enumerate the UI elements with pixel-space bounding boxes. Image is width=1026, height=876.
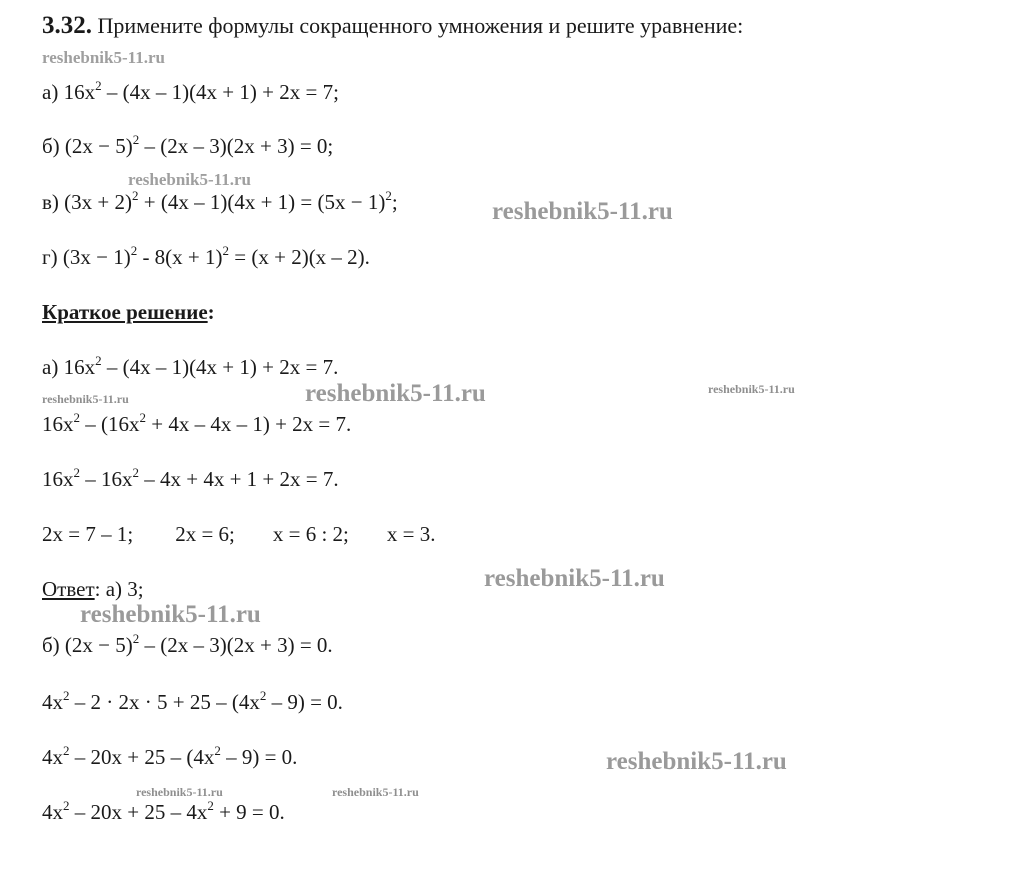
answer-value: : а) 3; [94, 577, 144, 601]
watermark-7: reshebnik5-11.ru [484, 565, 665, 592]
solution-b-line-3: $4x^2 - 20x + 25 - (4x^2 - 9) = 0$. [42, 743, 298, 769]
watermark-8: reshebnik5-11.ru [80, 601, 261, 628]
solution-heading: Краткое решение: [42, 300, 215, 324]
problem-item-g: г) $(3x - 1)^2 - 8(x + 1)^2 = (x + 2)(x - 2)$. [42, 243, 370, 269]
solution-a-line-4: 2x = 7 – 1; 2x = 6; x = 6 : 2; x = 3. [42, 522, 436, 546]
watermark-10: reshebnik5-11.ru [136, 785, 223, 799]
solution-b-line-4: $4x^2 - 20x + 25 - 4x^2 + 9 = 0$. [42, 798, 285, 824]
problem-statement: Примените формулы сокращенного умножения и решите уравнение: [97, 13, 744, 38]
watermark-3: reshebnik5-11.ru [492, 198, 673, 225]
watermark-4: reshebnik5-11.ru [42, 392, 129, 406]
problem-title [42, 14, 743, 38]
solution-b-line-1: б) $(2x - 5)^2 - (2x - 3)(2x + 3) = 0$. [42, 631, 333, 657]
watermark-11: reshebnik5-11.ru [332, 785, 419, 799]
solution-a-line-3: $16x^2 - 16x^2 - 4x + 4x + 1 + 2x = 7$. [42, 465, 339, 491]
answer-label: Ответ [42, 577, 95, 601]
solution-a-line-2: $16x^2 - (16x^2 + 4x - 4x - 1) + 2x = 7$. [42, 410, 352, 436]
watermark-5: reshebnik5-11.ru [305, 380, 486, 407]
problem-item-b: б) $(2x - 5)^2 - (2x - 3)(2x + 3) = 0$; [42, 132, 334, 158]
watermark-2: reshebnik5-11.ru [128, 170, 251, 189]
problem-item-a: а) $16x^2 - (4x - 1)(4x + 1) + 2x = 7$; [42, 78, 339, 104]
solution-b-line-2: $4x^2 - 2 \cdot 2x \cdot 5 + 25 - (4x^2 - 9) = 0$. [42, 688, 343, 714]
watermark-1: reshebnik5-11.ru [42, 48, 165, 67]
problem-number: 3.32. [42, 12, 92, 39]
watermark-6: reshebnik5-11.ru [708, 382, 795, 396]
solution-a-line-1: а) $16x^2 - (4x - 1)(4x + 1) + 2x = 7$. [42, 353, 339, 379]
problem-item-v: в) $(3x + 2)^2 + (4x - 1)(4x + 1) = (5x - 1)^2$; [42, 188, 398, 214]
watermark-9: reshebnik5-11.ru [606, 748, 787, 775]
answer-line [42, 577, 144, 601]
